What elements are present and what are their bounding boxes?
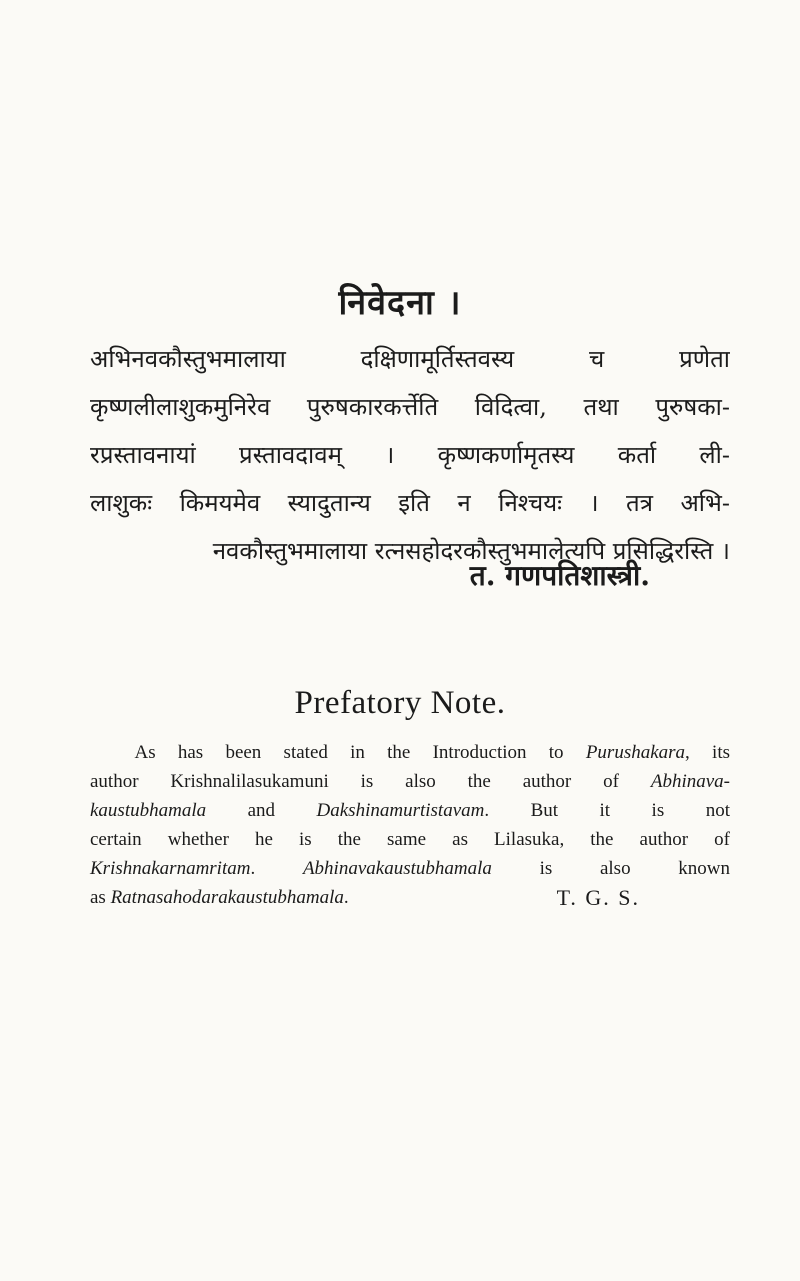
sanskrit-line: अभिनवकौस्तुभमालाया दक्षिणामूर्तिस्तवस्य च प्रणेता <box>90 345 730 373</box>
sanskrit-signature: त. गणपतिशास्त्री. <box>469 559 650 592</box>
sanskrit-line: नवकौस्तुभमालाया रत्नसहोदरकौस्तुभमालेत्यपि प्रसिद्धिरस्ति । <box>212 537 730 565</box>
sanskrit-line: रप्रस्तावनायां प्रस्तावदावम् । कृष्णकर्णामृतस्य कर्ता ली- <box>90 441 730 469</box>
sanskrit-heading: निवेदना । <box>338 283 462 323</box>
sanskrit-paragraph <box>90 335 730 575</box>
note-line: as Ratnasahodarakaustubhamala. <box>90 887 349 908</box>
note-line: As has been stated in the Introduction to Purushakara, its <box>134 742 730 763</box>
author-initials: T. G. S. <box>556 885 640 910</box>
note-line: kaustubhamala and Dakshinamurtistavam. But it is not <box>90 800 730 821</box>
page-title: Prefatory Note. <box>294 685 506 721</box>
sanskrit-line: लाशुकः किमयमेव स्यादुतान्य इति न निश्चयः । तत्र अभि- <box>90 489 730 517</box>
note-line: author Krishnalilasukamuni is also the author of Abhinava- <box>90 771 730 792</box>
note-line: Krishnakarnamritam. Abhinavakaustubhamala is also known <box>90 858 731 879</box>
sanskrit-line: कृष्णलीलाशुकमुनिरेव पुरुषकारकर्त्तेति विदित्वा, तथा पुरुषका- <box>90 393 730 421</box>
note-line: certain whether he is the same as Lilasuka, the author of <box>90 829 730 850</box>
